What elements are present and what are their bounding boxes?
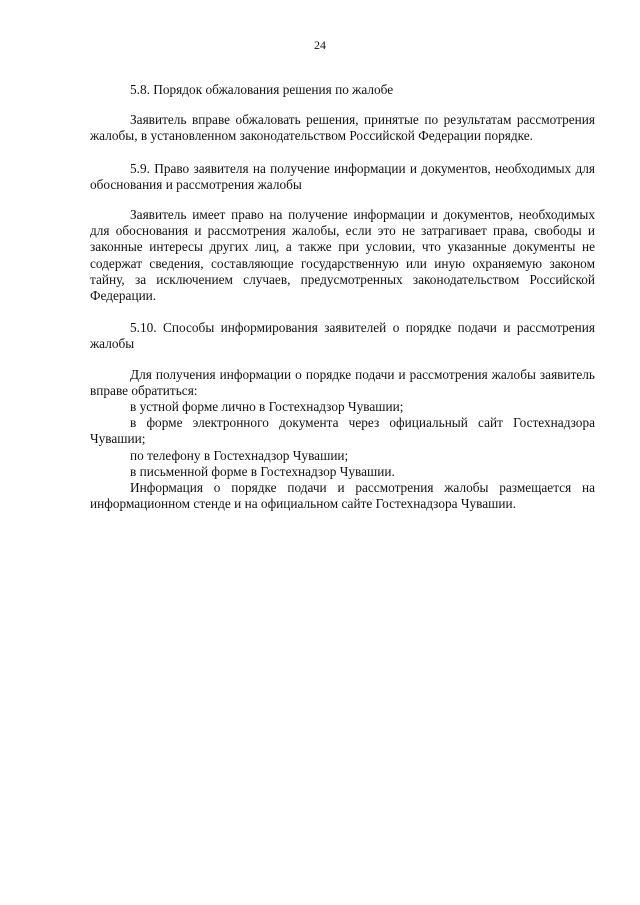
- section-5-8: [90, 82, 595, 145]
- section-heading: 5.9. Право заявителя на получение информации и документов, необходимых для обоснования и рассмотрения жалобы: [90, 160, 595, 192]
- document-body: [90, 82, 595, 512]
- list-item: в письменной форме в Гостехнадзор Чувашии.: [130, 463, 395, 479]
- section-heading: 5.10. Способы информирования заявителей о порядке подачи и рассмотрения жалобы: [90, 320, 595, 352]
- list-item: в устной форме лично в Гостехнадзор Чувашии;: [130, 399, 404, 415]
- section-closing: Информация о порядке подачи и рассмотрения жалобы размещается на информационном стенде и на официальном сайте Гостехнадзора Чувашии.: [90, 480, 595, 512]
- list-item: в форме электронного документа через официальный сайт Гостехнадзора Чувашии;: [90, 415, 595, 447]
- page-number: 24: [314, 38, 326, 52]
- section-5-9: [90, 161, 595, 305]
- section-5-10: [90, 320, 595, 512]
- section-paragraph: Заявитель имеет право на получение информации и документов, необходимых для обоснования и рассмотрения жалобы, если это не затрагивает права, свободы и законные интересы других лиц, а также при условии, что указанные документы не содержат сведения, составляющие государственную или иную охраняемую законом тайну, за исключением случаев, предусмотренных законодательством Российской Федерации.: [90, 207, 595, 304]
- section-intro: Для получения информации о порядке подачи и рассмотрения жалобы заявитель вправе обратиться:: [90, 366, 595, 398]
- section-heading: 5.8. Порядок обжалования решения по жалобе: [130, 82, 394, 97]
- section-paragraph: Заявитель вправе обжаловать решения, принятые по результатам рассмотрения жалобы, в установленном законодательством Российской Федерации порядке.: [90, 112, 595, 144]
- list-item: по телефону в Гостехнадзор Чувашии;: [130, 447, 349, 463]
